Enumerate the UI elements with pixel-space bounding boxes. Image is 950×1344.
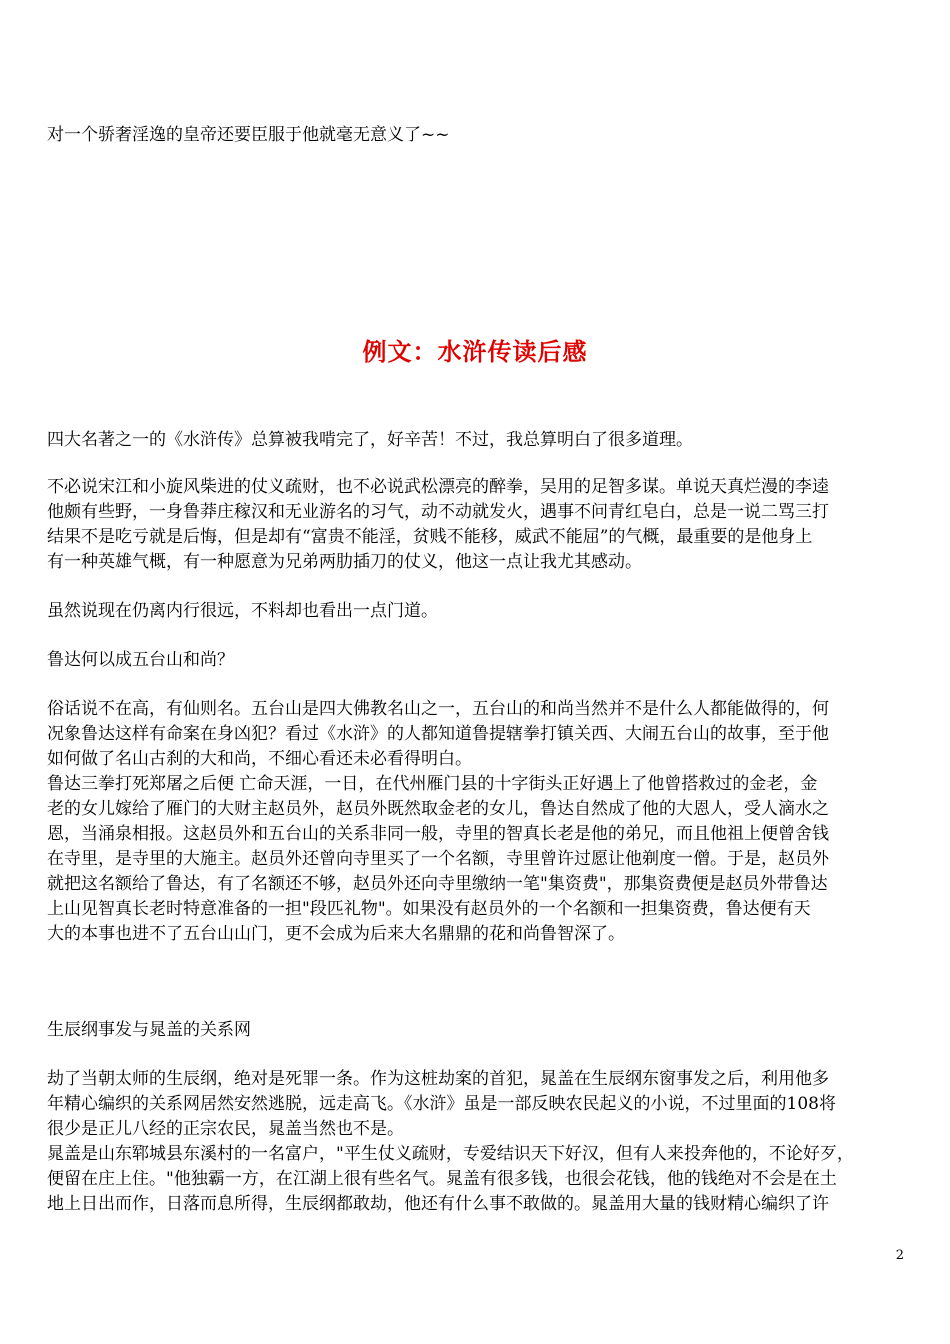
text-line: 年精心编织的关系网居然安然逃脱，远走高飞。《水浒》虽是一部反映农民起义的小说，不过里面的108将 — [47, 1094, 836, 1114]
text-line: 就把这名额给了鲁达，有了名额还不够，赵员外还向寺里缴纳一笔"集资费"，那集资费便是赵员外带鲁达 — [47, 874, 828, 894]
page-number: 2 — [895, 1248, 904, 1263]
text-line: 他颇有些野，一身鲁莽庄稼汉和无业游名的习气，动不动就发火，遇事不问青红皂白，总是一说二骂三打 — [47, 502, 829, 522]
text-line: 上山见智真长老时特意准备的一担"段匹礼物"。如果没有赵员外的一个名额和一担集资费，鲁达便有天 — [47, 899, 811, 919]
text-line: 结果不是吃亏就是后悔，但是却有“富贵不能淫，贫贱不能移，威武不能屈”的气概，最重要的是他身上 — [47, 527, 813, 547]
text-line: 很少是正儿八经的正宗农民，晁盖当然也不是。 — [47, 1119, 404, 1139]
text-line: 不必说宋江和小旋风柴进的仗义疏财，也不必说武松漂亮的醉拳，吴用的足智多谋。单说天真烂漫的李逵 — [47, 477, 829, 497]
text-line: 四大名著之一的《水浒传》总算被我啃完了，好辛苦！不过，我总算明白了很多道理。 — [47, 430, 693, 450]
text-line: 鲁达三拳打死郑屠之后便 亡命天涯，一日，在代州雁门县的十字街头正好遇上了他曾搭救过的金老，金 — [47, 774, 818, 794]
text-line: 有一种英雄气概，有一种愿意为兄弟两肋插刀的仗义，他这一点让我尤其感动。 — [47, 552, 642, 572]
text-line: 地上日出而作，日落而息所得，生辰纲都敢劫，他还有什么事不敢做的。晁盖用大量的钱财精心编织了许 — [47, 1194, 829, 1214]
page-title: 例文：水浒传读后感 — [362, 338, 588, 366]
text-line: 便留在庄上住。"他独霸一方，在江湖上很有些名气。晁盖有很多钱，也很会花钱，他的钱绝对不会是在土 — [47, 1169, 837, 1189]
text-line: 俗话说不在高，有仙则名。五台山是四大佛教名山之一，五台山的和尚当然并不是什么人都能做得的，何 — [47, 699, 829, 719]
text-line: 如何做了名山古刹的大和尚，不细心看还未必看得明白。 — [47, 749, 472, 769]
text-line: 在寺里，是寺里的大施主。赵员外还曾向寺里买了一个名额，寺里曾许过愿让他剃度一僧。于是，赵员外 — [47, 849, 829, 869]
text-line: 恩，当涌泉相报。这赵员外和五台山的关系非同一般，寺里的智真长老是他的弟兄，而且他祖上便曾舍钱 — [47, 824, 829, 844]
text-line: 劫了当朝太师的生辰纲，绝对是死罪一条。作为这桩劫案的首犯，晁盖在生辰纲东窗事发之后，利用他多 — [47, 1069, 829, 1089]
text-line: 大的本事也进不了五台山山门，更不会成为后来大名鼎鼎的花和尚鲁智深了。 — [47, 924, 625, 944]
section-heading: 生辰纲事发与晁盖的关系网 — [47, 1020, 251, 1040]
text-line: 鲁达何以成五台山和尚？ — [47, 650, 234, 670]
text-line: 况象鲁达这样有命案在身凶犯？看过《水浒》的人都知道鲁提辖拳打镇关西、大闹五台山的故事，至于他 — [47, 724, 829, 744]
intro-line: 对一个骄奢淫逸的皇帝还要臣服于他就毫无意义了~~ — [47, 125, 450, 145]
text-line: 老的女儿嫁给了雁门的大财主赵员外，赵员外既然取金老的女儿，鲁达自然成了他的大恩人，受人滴水之 — [47, 799, 829, 819]
text-line: 虽然说现在仍离内行很远，不料却也看出一点门道。 — [47, 601, 438, 621]
text-line: 晁盖是山东郓城县东溪村的一名富户，"平生仗义疏财，专爱结识天下好汉，但有人来投奔他的，不论好歹， — [47, 1144, 854, 1164]
